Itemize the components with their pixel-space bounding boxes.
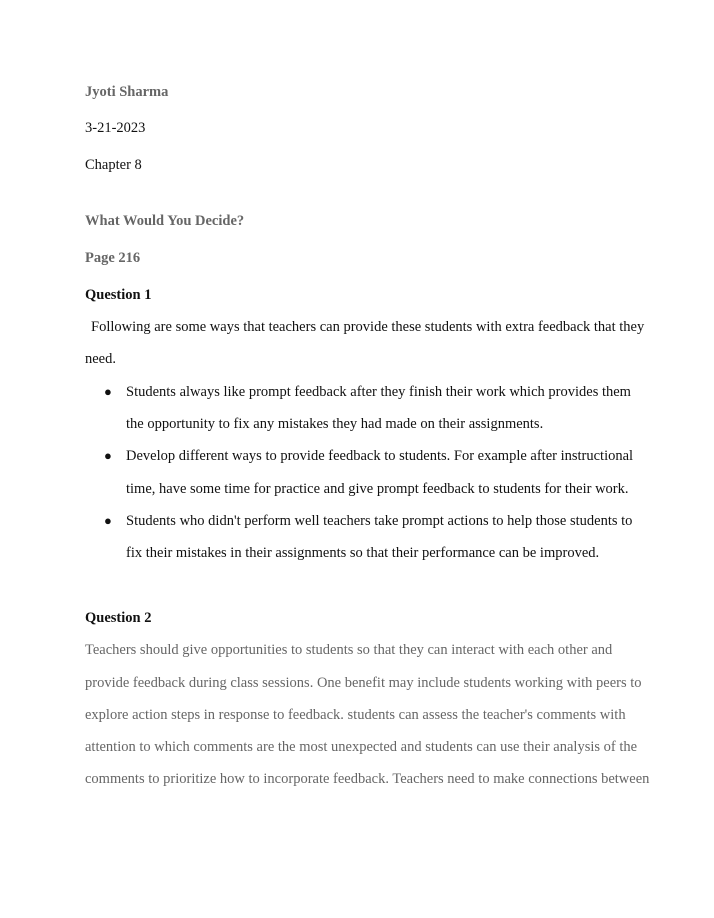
author-name: Jyoti Sharma: [85, 84, 169, 100]
chapter-label: Chapter 8: [85, 157, 142, 173]
bullet-1-line-1: Students always like prompt feedback after they finish their work which provides them: [126, 384, 631, 400]
question-2-line-5: comments to prioritize how to incorporate feedback. Teachers need to make connections between: [85, 771, 650, 787]
question-1-intro-line-1: Following are some ways that teachers can provide these students with extra feedback that they: [91, 319, 645, 335]
page-reference: Page 216: [85, 250, 141, 266]
bullet-2-line-2: time, have some time for practice and give prompt feedback to students for their work.: [126, 481, 629, 497]
question-1-intro-line-2: need.: [85, 351, 116, 367]
question-1-heading: Question 1: [85, 287, 152, 303]
question-2-line-1: Teachers should give opportunities to students so that they can interact with each other and: [85, 642, 613, 658]
question-2-heading: Question 2: [85, 610, 152, 626]
bullet-icon: ●: [104, 448, 112, 463]
question-2-line-2: provide feedback during class sessions. One benefit may include students working with peers to: [85, 675, 642, 691]
document-date: 3-21-2023: [85, 120, 146, 136]
bullet-icon: ●: [104, 513, 112, 528]
question-2-line-3: explore action steps in response to feedback. students can assess the teacher's comments with: [85, 707, 626, 723]
bullet-1-line-2: the opportunity to fix any mistakes they had made on their assignments.: [126, 416, 544, 432]
section-title: What Would You Decide?: [85, 213, 245, 229]
question-2-line-4: attention to which comments are the most unexpected and students can use their analysis of the: [85, 739, 638, 755]
bullet-icon: ●: [104, 384, 112, 399]
bullet-2-line-1: Develop different ways to provide feedback to students. For example after instructional: [126, 448, 634, 464]
bullet-3-line-2: fix their mistakes in their assignments so that their performance can be improved.: [126, 545, 600, 561]
bullet-3-line-1: Students who didn't perform well teachers take prompt actions to help those students to: [126, 513, 633, 529]
